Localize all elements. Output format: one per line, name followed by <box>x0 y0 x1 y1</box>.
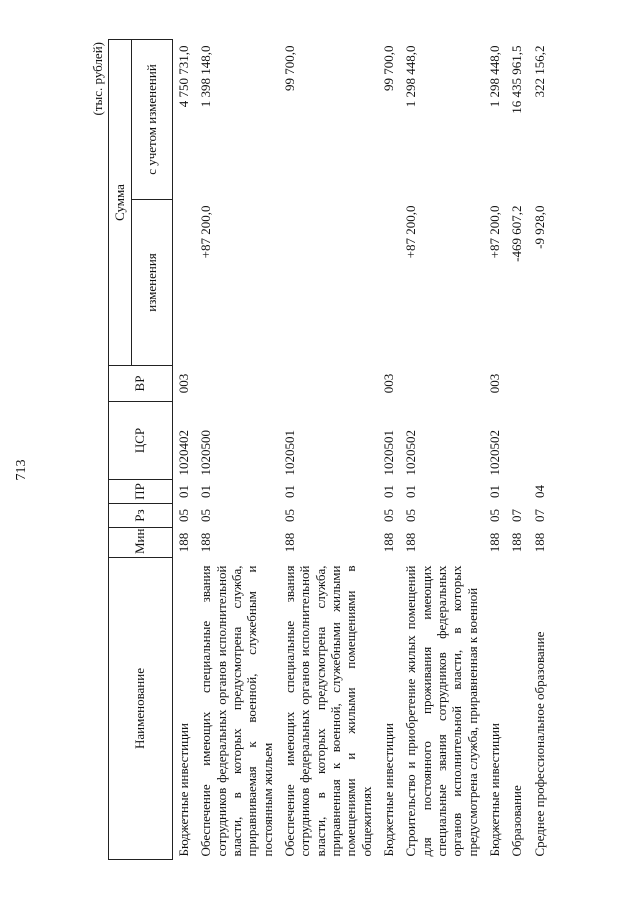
table-row <box>173 40 196 860</box>
rotated-document <box>90 40 610 860</box>
cell-pr <box>506 480 528 504</box>
cell-total: 1 298 448,0 <box>486 45 502 108</box>
header-pr: ПР <box>109 480 173 504</box>
cell-csr <box>529 402 551 480</box>
cell-min: 188 <box>403 532 419 553</box>
cell-name: Бюджетные инвестиции <box>380 723 396 857</box>
cell-total: 99 700,0 <box>281 45 297 91</box>
header-vr: ВР <box>109 366 173 402</box>
cell-change: +87 200,0 <box>198 205 214 259</box>
cell-total: 1 298 448,0 <box>403 45 419 108</box>
cell-total: 322 156,2 <box>531 45 547 98</box>
cell-pr: 01 <box>198 485 214 498</box>
cell-name: Строительство и приобретение жилых помещений для постоянного проживания имеющих специальные звания сотрудников федеральных органов исполнительной власти, в которых предусмотрена служба, приравненная к военной <box>403 565 480 857</box>
header-sum: Сумма <box>109 40 132 366</box>
cell-total: 16 435 961,5 <box>509 45 525 114</box>
budget-table <box>108 39 551 860</box>
header-min: Мин <box>109 528 173 558</box>
cell-change <box>173 200 196 366</box>
cell-name: Образование <box>509 785 525 857</box>
page-number: 713 <box>14 459 29 481</box>
cell-name: Среднее профессиональное образование <box>531 631 547 857</box>
cell-csr: 1020501 <box>281 430 297 476</box>
cell-rz: 05 <box>198 509 214 522</box>
cell-rz: 05 <box>281 509 297 522</box>
table-row <box>529 40 551 860</box>
cell-rz: 07 <box>531 509 547 522</box>
cell-csr: 1020500 <box>198 430 214 476</box>
cell-rz: 05 <box>403 509 419 522</box>
cell-min: 188 <box>509 532 525 553</box>
cell-change: +87 200,0 <box>486 205 502 259</box>
header-changes: изменения <box>132 200 173 366</box>
cell-rz: 05 <box>176 509 191 522</box>
table-row <box>378 40 400 860</box>
table-row <box>195 40 279 860</box>
cell-csr: 1020502 <box>486 430 502 476</box>
cell-min: 188 <box>281 532 297 553</box>
cell-vr <box>529 366 551 402</box>
units-label: (тыс. рублей) <box>90 42 105 116</box>
cell-change <box>378 200 400 366</box>
table-row <box>506 40 528 860</box>
header-rz: Рз <box>109 504 173 528</box>
cell-vr: 003 <box>380 373 396 394</box>
cell-min: 188 <box>176 532 191 553</box>
cell-csr: 1020502 <box>403 430 419 476</box>
cell-min: 188 <box>198 532 214 553</box>
cell-pr: 01 <box>486 485 502 498</box>
cell-total: 99 700,0 <box>380 45 396 91</box>
cell-name: Бюджетные инвестиции <box>486 723 502 857</box>
table-row <box>279 40 378 860</box>
table-row <box>484 40 506 860</box>
cell-rz: 05 <box>380 509 396 522</box>
cell-vr <box>279 366 378 402</box>
cell-csr: 1020501 <box>380 430 396 476</box>
cell-vr <box>400 366 484 402</box>
cell-csr: 1020402 <box>176 430 191 476</box>
cell-vr <box>506 366 528 402</box>
header-name: Наименование <box>109 558 173 860</box>
cell-pr: 01 <box>403 485 419 498</box>
cell-vr <box>195 366 279 402</box>
cell-change: +87 200,0 <box>403 205 419 259</box>
cell-pr: 01 <box>380 485 396 498</box>
cell-rz: 05 <box>486 509 502 522</box>
cell-name: Бюджетные инвестиции <box>176 723 191 857</box>
cell-change <box>279 200 378 366</box>
cell-min: 188 <box>380 532 396 553</box>
table-row <box>400 40 484 860</box>
header-with-changes: с учетом изменений <box>132 40 173 200</box>
cell-pr: 01 <box>281 485 297 498</box>
cell-pr: 04 <box>531 485 547 498</box>
cell-vr: 003 <box>486 373 502 394</box>
cell-rz: 07 <box>509 509 525 522</box>
cell-total: 4 750 731,0 <box>176 45 191 108</box>
cell-name: Обеспечение имеющих специальные звания сотрудников федеральных органов исполнительной власти, в которых предусмотрена служба, приравниваемая к военной, служебным и постоянным жильем <box>198 565 275 857</box>
cell-name: Обеспечение имеющих специальные звания сотрудников федеральных органов исполнительной власти, в которых предусмотрена служба, приравненная к военной, служебными жилыми помещениями и жилыми помещениями в общежитиях <box>281 565 374 857</box>
cell-vr: 003 <box>176 373 191 394</box>
cell-csr <box>506 402 528 480</box>
cell-change: -9 928,0 <box>531 205 547 249</box>
cell-min: 188 <box>531 532 547 553</box>
cell-pr: 01 <box>176 485 191 498</box>
cell-total: 1 398 148,0 <box>198 45 214 108</box>
header-csr: ЦСР <box>109 402 173 480</box>
cell-change: -469 607,2 <box>509 205 525 262</box>
cell-min: 188 <box>486 532 502 553</box>
